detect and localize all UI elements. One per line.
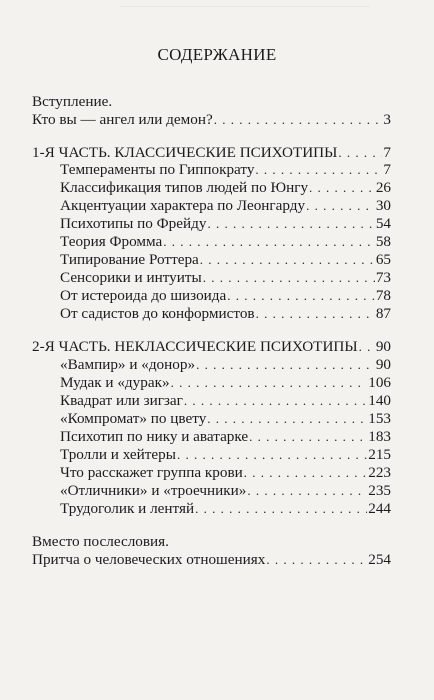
entry-page: 30 — [375, 197, 391, 214]
entry-title: «Вампир» и «донор» — [60, 356, 196, 373]
entry-page: 7 — [383, 161, 391, 178]
toc-entry — [60, 233, 391, 250]
entry-page: 254 — [368, 551, 391, 568]
dot-leader — [227, 287, 375, 304]
toc-entry — [60, 197, 391, 214]
toc-entry — [60, 356, 391, 373]
dot-leader — [266, 551, 367, 568]
dot-leader — [171, 374, 368, 391]
entry-title: Темпераменты по Гиппократу — [60, 161, 255, 178]
dot-leader — [203, 269, 375, 286]
entry-title: Теория Фромма — [60, 233, 163, 250]
toc-entry-afterword — [32, 551, 391, 568]
entry-page: 215 — [368, 446, 391, 463]
dot-leader — [244, 464, 367, 481]
toc-entry — [60, 464, 391, 481]
entry-page: 106 — [368, 374, 391, 391]
dot-leader — [207, 215, 374, 232]
entry-title: Квадрат или зигзаг — [60, 392, 183, 409]
entry-title: «Отличники» и «троечники» — [60, 482, 247, 499]
entry-title: Сенсорики и интуиты — [60, 269, 202, 286]
toc-entry — [60, 500, 391, 517]
entry-title: Тролли и хейтеры — [60, 446, 176, 463]
toc-entry — [60, 215, 391, 232]
afterword-label: Вместо послесловия. — [32, 533, 169, 550]
entry-page: 140 — [368, 392, 391, 409]
entry-page: 235 — [368, 482, 391, 499]
toc-entry — [60, 269, 391, 286]
toc-entry — [60, 179, 391, 196]
dot-leader — [196, 356, 375, 373]
entry-title: Классификация типов людей по Юнгу — [60, 179, 309, 196]
toc-entry — [60, 161, 391, 178]
entry-page: 87 — [375, 305, 391, 322]
dot-leader — [249, 428, 367, 445]
dot-leader — [309, 179, 375, 196]
toc-entry — [60, 482, 391, 499]
dot-leader — [256, 305, 375, 322]
entry-page: 58 — [375, 233, 391, 250]
entry-title: Притча о человеческих отношениях — [32, 551, 266, 568]
entry-title: Акцентуации характера по Леонгарду — [60, 197, 306, 214]
entry-page: 153 — [368, 410, 391, 427]
toc-entry — [60, 446, 391, 463]
page-title: СОДЕРЖАНИЕ — [157, 45, 277, 64]
toc-entry-intro — [32, 111, 391, 128]
entry-page: 244 — [368, 500, 391, 517]
dot-leader — [200, 251, 375, 268]
entry-page: 65 — [375, 251, 391, 268]
toc-entry — [60, 287, 391, 304]
entry-title: Что расскажет группа крови — [60, 464, 243, 481]
part-title: 2-Я ЧАСТЬ. НЕКЛАССИЧЕСКИЕ ПСИХОТИПЫ — [32, 338, 358, 355]
dot-leader — [247, 482, 367, 499]
entry-title: Психотипы по Фрейду — [60, 215, 207, 232]
toc-entry — [60, 428, 391, 445]
dot-leader — [255, 161, 382, 178]
intro-label: Вступление. — [32, 93, 113, 110]
entry-page: 26 — [375, 179, 391, 196]
toc-entry — [60, 410, 391, 427]
part-page: 7 — [383, 144, 391, 161]
dot-leader — [338, 144, 382, 161]
entry-page: 90 — [375, 356, 391, 373]
entry-page: 223 — [368, 464, 391, 481]
toc-part-heading-2 — [32, 338, 391, 355]
entry-title: От садистов до конформистов — [60, 305, 255, 322]
dot-leader — [359, 338, 375, 355]
entry-title: Психотип по нику и аватарке — [60, 428, 249, 445]
entry-page: 54 — [375, 215, 391, 232]
entry-page: 3 — [383, 111, 391, 128]
toc-entry — [60, 305, 391, 322]
dot-leader — [306, 197, 375, 214]
entry-page: 73 — [375, 269, 391, 286]
toc-entry — [60, 251, 391, 268]
dot-leader — [184, 392, 367, 409]
dot-leader — [195, 500, 367, 517]
entry-title: Типирование Роттера — [60, 251, 199, 268]
dot-leader — [163, 233, 375, 250]
toc-entry — [60, 392, 391, 409]
toc-part-heading-1 — [32, 144, 391, 161]
dot-leader — [214, 111, 383, 128]
entry-page: 78 — [375, 287, 391, 304]
bleed-through — [120, 6, 370, 21]
entry-title: Кто вы — ангел или демон? — [32, 111, 213, 128]
entry-title: Трудоголик и лентяй — [60, 500, 195, 517]
dot-leader — [177, 446, 367, 463]
part-page: 90 — [375, 338, 391, 355]
entry-title: «Компромат» по цвету — [60, 410, 207, 427]
dot-leader — [207, 410, 367, 427]
entry-page: 183 — [368, 428, 391, 445]
entry-title: От истероида до шизоида — [60, 287, 227, 304]
entry-title: Мудак и «дурак» — [60, 374, 170, 391]
part-title: 1-Я ЧАСТЬ. КЛАССИЧЕСКИЕ ПСИХОТИПЫ — [32, 144, 338, 161]
toc-entry — [60, 374, 391, 391]
